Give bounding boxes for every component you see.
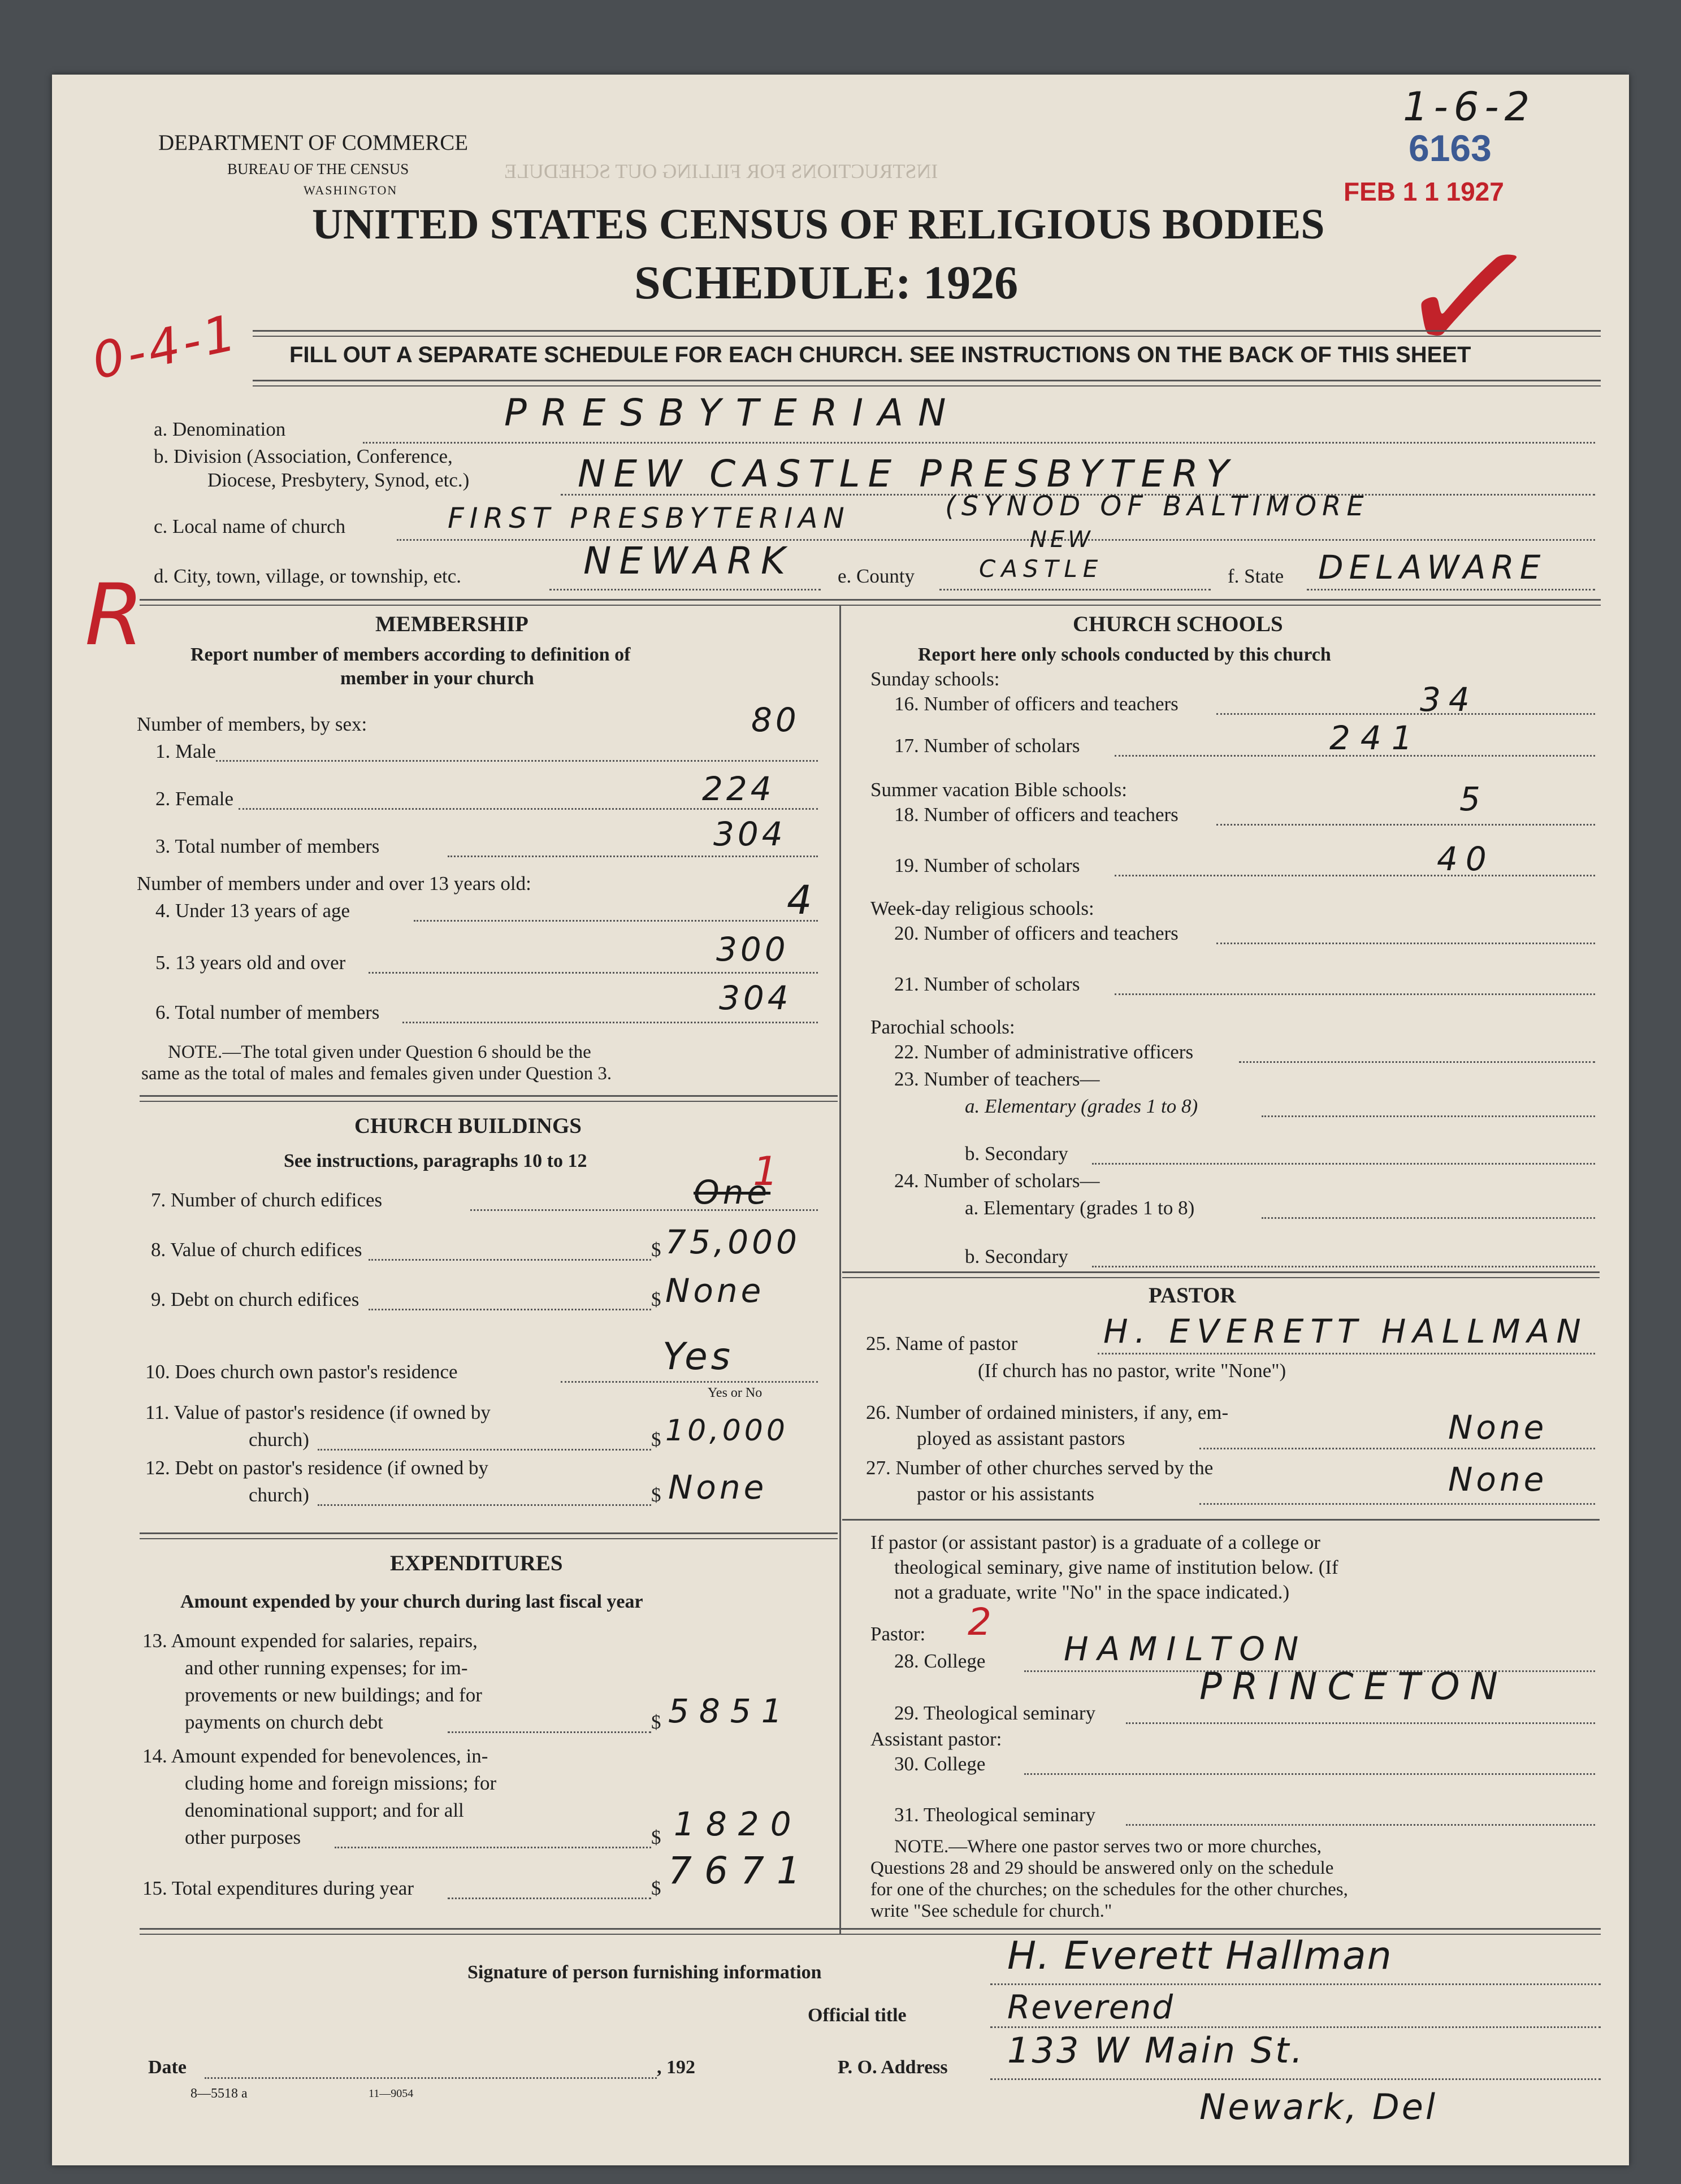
q25-hint: (If church has no pastor, write "None")	[978, 1360, 1286, 1382]
q14-dollar: $	[651, 1826, 661, 1848]
instructions-banner: FILL OUT A SEPARATE SCHEDULE FOR EACH CHURCH. SEE INSTRUCTIONS ON THE BACK OF THIS SHEET	[289, 342, 1471, 367]
q21-label: 21. Number of scholars	[894, 973, 1080, 995]
q13-value[interactable]: 5851	[668, 1692, 792, 1730]
membership-heading: MEMBERSHIP	[375, 612, 528, 636]
q31-line	[1126, 1824, 1595, 1826]
signature-label: Signature of person furnishing information	[467, 1962, 822, 1983]
graduate-note-1: If pastor (or assistant pastor) is a graduate of a college or	[870, 1531, 1320, 1553]
q24a-label: a. Elementary (grades 1 to 8)	[965, 1197, 1195, 1219]
county-line	[939, 589, 1211, 590]
q14-line	[335, 1847, 651, 1848]
department-line: DEPARTMENT OF COMMERCE	[158, 131, 469, 155]
pastor-note-3: for one of the churches; on the schedules for the other churches,	[870, 1879, 1348, 1900]
city-label: d. City, town, village, or township, etc.	[154, 565, 462, 587]
q5-line	[369, 972, 818, 974]
membership-subheading-1: Report number of members according to definition of	[190, 644, 631, 665]
denomination-value[interactable]: PRESBYTERIAN	[504, 391, 961, 435]
division-label-1: b. Division (Association, Conference,	[154, 445, 453, 467]
q4-line	[414, 920, 818, 922]
q3-value[interactable]: 304	[713, 815, 786, 853]
pastor-note-2: Questions 28 and 29 should be answered only on the schedule	[870, 1858, 1334, 1878]
q19-line	[1115, 875, 1595, 876]
q25-line	[1098, 1353, 1595, 1354]
q11-label-1: 11. Value of pastor's residence (if owned by	[145, 1401, 491, 1423]
denomination-label: a. Denomination	[154, 418, 286, 440]
sunday-schools-label: Sunday schools:	[870, 668, 1000, 690]
bleed-through-text: INSTRUCTIONS FOR FILLING OUT SCHEDULE	[504, 160, 938, 183]
q22-line	[1239, 1061, 1595, 1063]
q13-label-3: provements or new buildings; and for	[185, 1684, 482, 1706]
q15-value[interactable]: 7671	[668, 1849, 813, 1892]
q14-value[interactable]: 1820	[674, 1805, 803, 1843]
form-code: 8—5518 a	[190, 2086, 248, 2101]
section-divider-membership	[140, 1095, 838, 1102]
q13-line	[448, 1731, 651, 1733]
q3-label: 3. Total number of members	[155, 835, 380, 857]
county-value-1[interactable]: NEW	[1030, 527, 1094, 553]
state-value[interactable]: DELAWARE	[1318, 548, 1546, 587]
q13-label-4: payments on church debt	[185, 1711, 383, 1733]
q11-line	[318, 1449, 651, 1451]
q28-label: 28. College	[894, 1650, 986, 1672]
q10-line	[561, 1381, 818, 1383]
parochial-schools-label: Parochial schools:	[870, 1016, 1015, 1038]
q8-value[interactable]: 75,000	[665, 1223, 800, 1261]
denomination-line	[363, 442, 1595, 444]
q8-line	[369, 1259, 651, 1261]
section-divider-buildings	[140, 1532, 838, 1539]
q12-value[interactable]: None	[668, 1468, 768, 1506]
received-date-stamp: FEB 1 1 1927	[1344, 177, 1504, 206]
state-label: f. State	[1228, 565, 1284, 587]
q7-label: 7. Number of church edifices	[151, 1189, 383, 1211]
q26-line	[1199, 1448, 1595, 1449]
q10-value[interactable]: Yes	[662, 1335, 734, 1378]
weekday-schools-label: Week-day religious schools:	[870, 897, 1094, 919]
top-right-code: 1-6-2	[1403, 84, 1536, 130]
q11-value[interactable]: 10,000	[665, 1414, 788, 1448]
q15-label: 15. Total expenditures during year	[142, 1877, 414, 1899]
form-title: UNITED STATES CENSUS OF RELIGIOUS BODIES	[312, 201, 1325, 248]
city-value[interactable]: NEWARK	[583, 539, 794, 583]
q6-line	[402, 1022, 818, 1023]
schools-heading: CHURCH SCHOOLS	[1073, 612, 1283, 636]
q9-line	[369, 1309, 651, 1310]
q4-label: 4. Under 13 years of age	[155, 900, 350, 922]
po-address-value-1[interactable]: 133 W Main St.	[1007, 2030, 1305, 2071]
q13-label-1: 13. Amount expended for salaries, repairs,	[142, 1630, 478, 1652]
red-check-mark: ✓	[1384, 196, 1552, 402]
q10-hint: Yes or No	[708, 1386, 762, 1400]
q8-dollar: $	[651, 1239, 661, 1261]
q30-label: 30. College	[894, 1753, 986, 1775]
q22-label: 22. Number of administrative officers	[894, 1041, 1194, 1063]
division-value[interactable]: NEW CASTLE PRESBYTERY	[578, 452, 1237, 496]
date-line	[205, 2077, 657, 2079]
po-address-line	[990, 2078, 1601, 2080]
date-year-suffix: , 192	[657, 2057, 695, 2078]
schools-subheading: Report here only schools conducted by this church	[918, 644, 1331, 665]
q2-label: 2. Female	[155, 788, 234, 810]
q12-dollar: $	[651, 1484, 661, 1506]
q11-dollar: $	[651, 1428, 661, 1451]
q28-value[interactable]: HAMILTON	[1064, 1630, 1308, 1668]
q26-label-2: ployed as assistant pastors	[917, 1427, 1125, 1449]
left-margin-letter: R	[85, 566, 148, 665]
q1-line	[216, 760, 818, 762]
q11-label-2: church)	[249, 1428, 309, 1451]
signature-value[interactable]: H. Everett Hallman	[1007, 1934, 1393, 1978]
q12-line	[318, 1504, 651, 1506]
q24a-line	[1262, 1217, 1595, 1219]
q14-label-3: denominational support; and for all	[185, 1799, 464, 1821]
q17-value[interactable]: 241	[1329, 719, 1423, 757]
pastor-heading: PASTOR	[1149, 1283, 1236, 1308]
q27-label-2: pastor or his assistants	[917, 1483, 1095, 1505]
division-label-2: Diocese, Presbytery, Synod, etc.)	[207, 469, 470, 491]
banner-bottom-rule	[253, 380, 1601, 387]
q27-value[interactable]: None	[1448, 1460, 1548, 1499]
q30-line	[1024, 1773, 1595, 1775]
q14-label-4: other purposes	[185, 1826, 301, 1848]
county-label: e. County	[838, 565, 915, 587]
membership-note-2: same as the total of males and females given under Question 3.	[141, 1063, 612, 1084]
q24-label: 24. Number of scholars—	[894, 1170, 1100, 1192]
q23a-line	[1262, 1115, 1595, 1117]
po-address-value-2[interactable]: Newark, Del	[1199, 2086, 1438, 2127]
state-line	[1307, 589, 1595, 590]
expenditures-heading: EXPENDITURES	[390, 1551, 563, 1575]
q23-label: 23. Number of teachers—	[894, 1068, 1100, 1090]
local-name-value[interactable]: FIRST PRESBYTERIAN	[448, 502, 850, 535]
summer-schools-label: Summer vacation Bible schools:	[870, 779, 1127, 801]
q19-label: 19. Number of scholars	[894, 854, 1080, 876]
q13-dollar: $	[651, 1711, 661, 1733]
members-by-sex-label: Number of members, by sex:	[137, 713, 367, 735]
q9-label: 9. Debt on church edifices	[151, 1288, 359, 1310]
banner-top-rule	[253, 330, 1601, 337]
graduate-note-3: not a graduate, write "No" in the space indicated.)	[894, 1581, 1290, 1603]
q1-value[interactable]: 80	[751, 701, 800, 739]
pastor-subsection-label: Pastor:	[870, 1623, 926, 1645]
q1-label: 1. Male	[155, 740, 216, 762]
county-value-2[interactable]: CASTLE	[979, 555, 1104, 583]
buildings-heading: CHURCH BUILDINGS	[354, 1114, 582, 1138]
q21-line	[1115, 993, 1595, 995]
q10-label: 10. Does church own pastor's residence	[145, 1361, 458, 1383]
bureau-line: BUREAU OF THE CENSUS	[227, 160, 409, 177]
pastor-note-1: NOTE.—Where one pastor serves two or more churches,	[894, 1836, 1322, 1857]
q18-value[interactable]: 5	[1459, 780, 1484, 818]
q20-label: 20. Number of officers and teachers	[894, 922, 1179, 944]
q2-value[interactable]: 224	[702, 770, 775, 808]
pastor-note-4: write "See schedule for church."	[870, 1901, 1112, 1921]
q27-label-1: 27. Number of other churches served by the	[866, 1457, 1214, 1479]
left-margin-code: 0-4-1	[87, 302, 244, 391]
graduate-note-2: theological seminary, give name of institution below. (If	[894, 1556, 1338, 1578]
q3-line	[448, 856, 818, 857]
q8-label: 8. Value of church edifices	[151, 1239, 362, 1261]
q12-label-2: church)	[249, 1484, 309, 1506]
q6-label: 6. Total number of members	[155, 1001, 380, 1023]
synod-value[interactable]: (SYNOD OF BALTIMORE	[945, 490, 1370, 522]
q13-label-2: and other running expenses; for im-	[185, 1657, 468, 1679]
section-divider-pastor	[842, 1519, 1600, 1521]
q14-label-2: cluding home and foreign missions; for	[185, 1772, 497, 1794]
q19-value[interactable]: 40	[1437, 840, 1494, 878]
local-name-label: c. Local name of church	[154, 515, 346, 537]
q18-label: 18. Number of officers and teachers	[894, 804, 1179, 826]
q7-value[interactable]: One	[694, 1173, 771, 1212]
q23b-line	[1092, 1163, 1595, 1165]
q16-line	[1216, 713, 1595, 715]
date-label: Date	[148, 2057, 187, 2078]
q17-label: 17. Number of scholars	[894, 735, 1080, 757]
signature-line	[990, 1983, 1601, 1985]
assistant-pastor-label: Assistant pastor:	[870, 1728, 1002, 1750]
q23a-label: a. Elementary (grades 1 to 8)	[965, 1095, 1198, 1117]
q29-value[interactable]: PRINCETON	[1199, 1665, 1508, 1708]
q14-label-1: 14. Amount expended for benevolences, in-	[142, 1745, 488, 1767]
q12-label-1: 12. Debt on pastor's residence (if owned by	[145, 1457, 488, 1479]
pastor-red-mark: 2	[968, 1600, 995, 1644]
q2-line	[239, 808, 818, 810]
local-name-line	[397, 539, 1595, 541]
members-by-age-label: Number of members under and over 13 years old:	[137, 872, 531, 895]
q9-value[interactable]: None	[665, 1271, 765, 1310]
schedule-title: SCHEDULE: 1926	[634, 257, 1019, 309]
official-title-line	[990, 2026, 1601, 2028]
q24b-line	[1092, 1266, 1595, 1267]
census-schedule-sheet	[52, 75, 1629, 2165]
print-code: 11—9054	[369, 2087, 414, 2100]
column-divider	[839, 606, 841, 1934]
q5-value[interactable]: 300	[716, 930, 789, 969]
q15-line	[448, 1898, 651, 1899]
q18-line	[1216, 824, 1595, 826]
q25-label: 25. Name of pastor	[866, 1332, 1018, 1354]
q29-label: 29. Theological seminary	[894, 1702, 1096, 1724]
official-title-value[interactable]: Reverend	[1007, 1988, 1175, 2026]
q7-red-mark: 1	[753, 1148, 782, 1195]
q16-label: 16. Number of officers and teachers	[894, 693, 1179, 715]
q25-value[interactable]: H. EVERETT HALLMAN	[1103, 1312, 1588, 1351]
q27-line	[1199, 1503, 1595, 1505]
q4-value[interactable]: 4	[787, 877, 816, 923]
q26-label-1: 26. Number of ordained ministers, if any, em-	[866, 1401, 1229, 1423]
q5-label: 5. 13 years old and over	[155, 952, 346, 974]
q24b-label: b. Secondary	[965, 1245, 1068, 1267]
q26-value[interactable]: None	[1448, 1408, 1548, 1447]
q20-line	[1216, 943, 1595, 944]
official-title-label: Official title	[808, 2005, 907, 2026]
q9-dollar: $	[651, 1288, 661, 1310]
q23b-label: b. Secondary	[965, 1143, 1068, 1165]
buildings-subheading: See instructions, paragraphs 10 to 12	[284, 1150, 587, 1171]
serial-number: 6163	[1409, 127, 1492, 169]
q15-dollar: $	[651, 1877, 661, 1899]
q6-value[interactable]: 304	[719, 979, 792, 1017]
q29-line	[1126, 1722, 1595, 1724]
q31-label: 31. Theological seminary	[894, 1804, 1096, 1826]
expenditures-subheading: Amount expended by your church during last fiscal year	[180, 1591, 643, 1612]
section-divider-schools	[842, 1271, 1600, 1278]
city-line	[549, 589, 821, 590]
washington-line: WASHINGTON	[304, 183, 398, 197]
q16-value[interactable]: 34	[1420, 680, 1478, 719]
po-address-label: P. O. Address	[838, 2057, 948, 2078]
membership-note-1: NOTE.—The total given under Question 6 should be the	[168, 1042, 591, 1062]
membership-subheading-2: member in your church	[340, 668, 534, 689]
section-divider-top	[140, 599, 1601, 606]
